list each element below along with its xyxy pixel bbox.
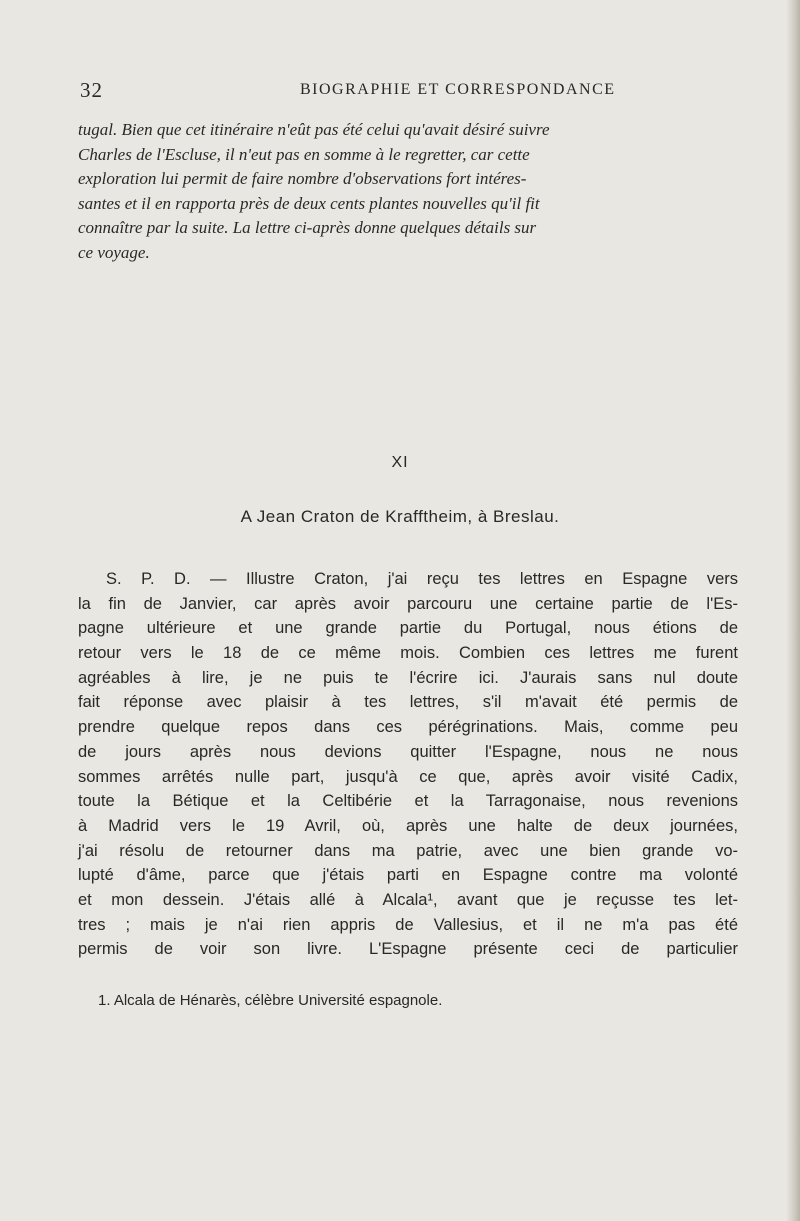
letter-body bbox=[78, 567, 738, 962]
footnote: 1. Alcala de Hénarès, célèbre Université espagnole. bbox=[98, 992, 443, 1009]
letter-line: retour vers le 18 de ce même mois. Combien ces lettres me furent bbox=[78, 644, 738, 663]
letter-line: la fin de Janvier, car après avoir parcouru une certaine partie de l'Es- bbox=[78, 594, 738, 613]
letter-line: lupté d'âme, parce que j'étais parti en Espagne contre ma volonté bbox=[78, 866, 738, 885]
letter-line: tres ; mais je n'ai rien appris de Vallesius, et il ne m'a pas été bbox=[78, 915, 738, 934]
intro-paragraph bbox=[78, 118, 733, 265]
letter-line: et mon dessein. J'étais allé à Alcala¹, avant que je reçusse tes let- bbox=[78, 890, 738, 909]
letter-line: sommes arrêtés nulle part, jusqu'à ce que, après avoir visité Cadix, bbox=[78, 767, 738, 786]
letter-line: fait réponse avec plaisir à tes lettres, s'il m'avait été permis de bbox=[78, 693, 738, 712]
running-head bbox=[80, 78, 720, 104]
intro-line: tugal. Bien que cet itinéraire n'eût pas été celui qu'avait désiré suivre bbox=[78, 120, 550, 139]
letter-line: de jours après nous devions quitter l'Espagne, nous ne nous bbox=[78, 742, 738, 761]
intro-line: exploration lui permit de faire nombre d'observations fort intéres- bbox=[78, 169, 527, 188]
letter-heading: A Jean Craton de Krafftheim, à Breslau. bbox=[240, 507, 560, 526]
letter-line: pagne ultérieure et une grande partie du Portugal, nous étions de bbox=[78, 619, 738, 638]
letter-line: permis de voir son livre. L'Espagne présente ceci de particulier bbox=[78, 940, 738, 959]
letter-line: à Madrid vers le 19 Avril, où, après une halte de deux journées, bbox=[78, 816, 738, 835]
letter-line: agréables à lire, je ne puis te l'écrire ici. J'aurais sans nul doute bbox=[78, 668, 738, 687]
section-numeral: XI bbox=[391, 454, 409, 471]
letter-line: prendre quelque repos dans ces pérégrinations. Mais, comme peu bbox=[78, 718, 738, 737]
intro-line: ce voyage. bbox=[78, 242, 150, 262]
page-number: 32 bbox=[80, 78, 103, 102]
intro-line: santes et il en rapporta près de deux cents plantes nouvelles qu'il fit bbox=[78, 193, 540, 213]
letter-line: S. P. D. — Illustre Craton, j'ai reçu tes lettres en Espagne vers bbox=[106, 570, 738, 588]
intro-line: connaître par la suite. La lettre ci-après donne quelques détails sur bbox=[78, 218, 537, 237]
running-title: BIOGRAPHIE ET CORRESPONDANCE bbox=[300, 81, 616, 98]
page-edge-shadow bbox=[786, 0, 800, 1221]
intro-line: Charles de l'Escluse, il n'eut pas en somme à le regretter, car cette bbox=[78, 144, 530, 164]
letter-line: j'ai résolu de retourner dans ma patrie, avec une bien grande vo- bbox=[78, 841, 738, 860]
letter-line: toute la Bétique et la Celtibérie et la Tarragonaise, nous revenions bbox=[78, 792, 738, 811]
